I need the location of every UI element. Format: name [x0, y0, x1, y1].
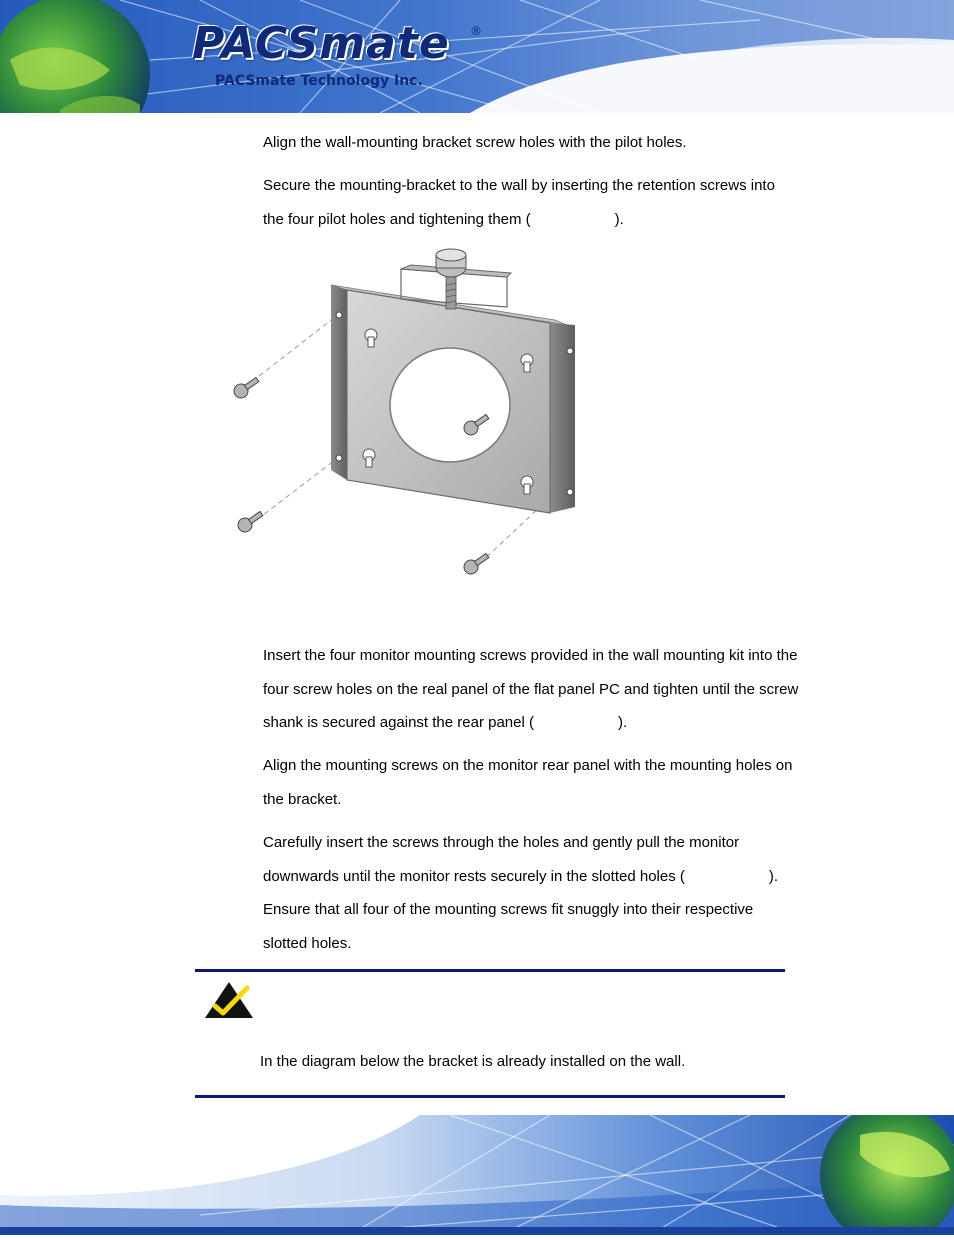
step-line: Secure the mounting-bracket to the wall by inserting the retention screws into [263, 177, 775, 194]
checkmark-icon [203, 980, 255, 1020]
note-text: In the diagram below the bracket is already installed on the wall. [260, 1053, 686, 1070]
company-name: PACSmate Technology Inc. [215, 73, 423, 89]
step-line: the four pilot holes and tightening them ( [263, 210, 531, 228]
footer-background [0, 1115, 954, 1235]
step-secure-bracket [263, 169, 823, 236]
header-background [0, 0, 954, 113]
step-line: slotted holes. [263, 934, 352, 952]
checkmark-icon-graphic [203, 980, 255, 1020]
step-line: Carefully insert the screws through the holes and gently pull the monitor [263, 834, 740, 851]
bracket-diagram [215, 245, 595, 590]
step-text: Align the wall-mounting bracket screw holes with the pilot holes. [263, 134, 687, 151]
bracket-illustration [215, 245, 595, 590]
note-top-rule [195, 969, 785, 972]
note-bottom-rule [195, 1095, 785, 1098]
step-line-end: ). [614, 210, 624, 228]
step-line: Align the mounting screws on the monitor rear panel with the mounting holes on [263, 757, 793, 774]
step-line-end: ). [618, 714, 628, 731]
logo-wordmark: PACSmate [192, 18, 450, 69]
step-line: Insert the four monitor mounting screws provided in the wall mounting kit into the [263, 647, 798, 664]
step-line: shank is secured against the rear panel ( [263, 714, 534, 731]
step-align-bracket [263, 126, 823, 160]
step-insert-monitor [263, 826, 823, 960]
step-line: four screw holes on the real panel of the flat panel PC and tighten until the screw [263, 680, 799, 698]
step-align-monitor-screws [263, 749, 823, 816]
footer-banner [0, 1115, 954, 1235]
header-banner [0, 0, 954, 113]
step-line-end: ). [768, 867, 779, 885]
step-insert-monitor-screws [263, 639, 823, 740]
step-line: Ensure that all four of the mounting screws fit snuggly into their respective [263, 901, 754, 918]
step-line: downwards until the monitor rests securely in the slotted holes ( [263, 867, 685, 885]
registered-mark: ® [470, 24, 482, 38]
step-line: the bracket. [263, 790, 342, 808]
